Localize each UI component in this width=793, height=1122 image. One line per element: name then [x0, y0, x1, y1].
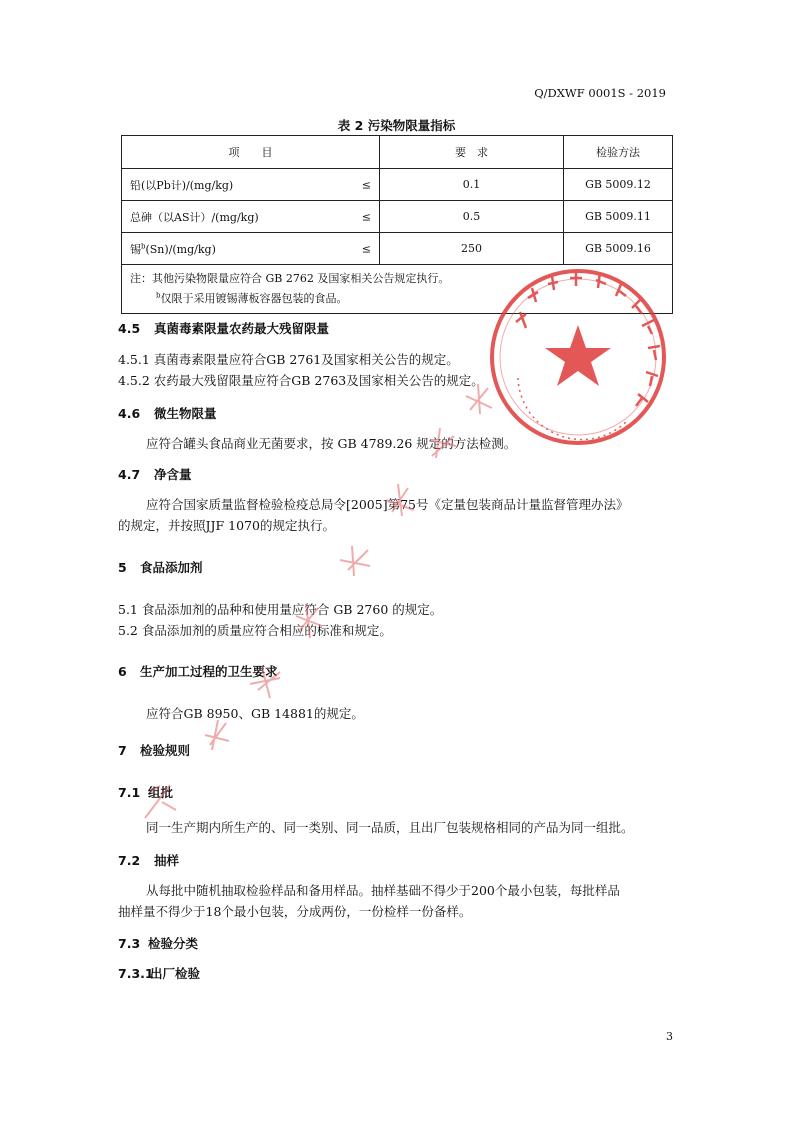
table-header-row [122, 136, 673, 169]
method-cell: GB 5009.16 [564, 233, 673, 265]
section-heading-7-1: 7.1 组批 [118, 785, 174, 800]
item-rest: (Sn)/(mg/kg) [145, 242, 216, 256]
table-caption: 表 2 污染物限量指标 [337, 118, 456, 133]
clause-5-2: 5.2 食品添加剂的质量应符合相应的标准和规定。 [118, 623, 392, 638]
item-cell [122, 169, 380, 201]
table-row [122, 233, 673, 265]
section-heading-5: 5 食品添加剂 [118, 560, 203, 575]
section-heading-7-3: 7.3 检验分类 [118, 936, 199, 951]
item-cell [122, 233, 380, 265]
text-4-7-line1: 应符合国家质量监督检验检疫总局令[2005]第75号《定量包装商品计量监督管理办法》 [146, 497, 629, 512]
header-requirement: 要 求 [380, 136, 564, 169]
text-7-1: 同一生产期内所生产的、同一类别、同一品质，且出厂包装规格相同的产品为同一组批。 [146, 820, 634, 835]
section-heading-7: 7 检验规则 [118, 743, 191, 758]
requirement-cell: 0.1 [380, 169, 564, 201]
item-label: 总砷（以AS计）/(mg/kg) [130, 210, 259, 224]
section-heading-4-6: 4.6 微生物限量 [118, 406, 217, 421]
text-6: 应符合GB 8950、GB 14881的规定。 [146, 706, 364, 721]
method-cell: GB 5009.12 [564, 169, 673, 201]
le-symbol: ≤ [361, 210, 371, 223]
clause-4-5-2: 4.5.2 农药最大残留限量应符合GB 2763及国家相关公告的规定。 [118, 373, 484, 388]
note-2: $^b$仅限于采用镀锡薄板容器包装的食品。 [156, 291, 348, 305]
section-heading-7-3-1: 7.3.1出厂检验 [118, 966, 201, 981]
header-item: 项 目 [122, 136, 380, 169]
footnote-marker: b [141, 241, 146, 250]
standard-code: Q/DXWF 0001S - 2019 [534, 86, 666, 100]
clause-5-1: 5.1 食品添加剂的品种和使用量应符合 GB 2760 的规定。 [118, 602, 443, 617]
footnote-marker: b [156, 291, 161, 300]
item-cell [122, 201, 380, 233]
le-symbol: ≤ [361, 242, 371, 255]
page-number: 3 [666, 1030, 673, 1043]
text-7-2-line2: 抽样量不得少于18个最小包装，分成两份，一份检样一份备样。 [118, 904, 472, 919]
text-4-6: 应符合罐头食品商业无菌要求，按 GB 4789.26 规定的方法检测。 [146, 436, 517, 451]
item-label: 铅(以Pb计)/(mg/kg) [130, 178, 234, 192]
contaminant-limits-table [121, 135, 673, 314]
header-method: 检验方法 [564, 136, 673, 169]
table-notes [122, 265, 673, 314]
requirement-cell: 0.5 [380, 201, 564, 233]
method-cell: GB 5009.11 [564, 201, 673, 233]
item-prefix: 锡 [130, 242, 141, 256]
section-heading-6: 6 生产加工过程的卫生要求 [118, 664, 278, 679]
seal-star-icon [545, 325, 611, 386]
text-7-2-line1: 从每批中随机抽取检验样品和备用样品。抽样基础不得少于200个最小包装，每批样品 [146, 883, 620, 898]
le-symbol: ≤ [361, 178, 371, 191]
table-row [122, 169, 673, 201]
clause-4-5-1: 4.5.1 真菌毒素限量应符合GB 2761及国家相关公告的规定。 [118, 352, 459, 367]
table-notes-row [122, 265, 673, 314]
item-label [130, 243, 216, 256]
section-heading-4-5: 4.5 真菌毒素限量农药最大残留限量 [118, 321, 330, 336]
table-row [122, 201, 673, 233]
section-heading-4-7: 4.7 净含量 [118, 467, 192, 482]
text-4-7-line2: 的规定，并按照JJF 1070的规定执行。 [118, 518, 335, 533]
section-heading-7-2: 7.2 抽样 [118, 853, 180, 868]
requirement-cell: 250 [380, 233, 564, 265]
note-1: 注：其他污染物限量应符合 GB 2762 及国家相关公告规定执行。 [130, 272, 450, 285]
